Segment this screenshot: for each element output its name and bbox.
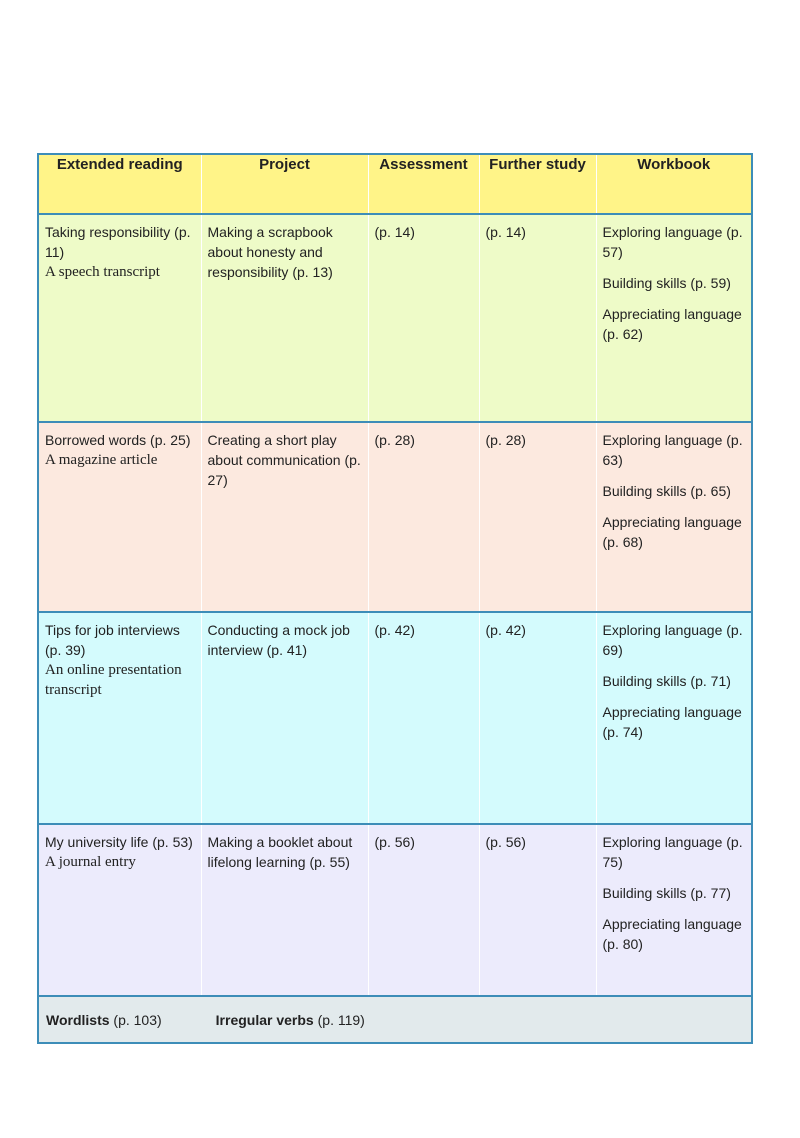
table-row: [38, 214, 752, 422]
assessment-cell: (p. 42): [368, 612, 479, 824]
assessment-cell: (p. 28): [368, 422, 479, 612]
extended-reading-cell: [38, 214, 201, 422]
extended-reading-cell: [38, 422, 201, 612]
further-study-cell: (p. 56): [479, 824, 596, 996]
workbook-item: Exploring language (p. 69): [602, 622, 743, 658]
reading-title: Tips for job interviews (p. 39): [45, 622, 180, 658]
wordlists-label: Wordlists: [46, 1011, 110, 1028]
table-row: [38, 422, 752, 612]
header-project: Project: [201, 154, 368, 214]
irregular-verbs-label: Irregular verbs: [215, 1011, 314, 1028]
workbook-item: Exploring language (p. 63): [602, 432, 743, 468]
workbook-item: Building skills (p. 77): [602, 885, 731, 901]
assessment-cell: (p. 56): [368, 824, 479, 996]
project-cell: Creating a short play about communication (p. 27): [201, 422, 368, 612]
workbook-item: Building skills (p. 59): [602, 275, 731, 291]
irregular-verbs-entry: [216, 1010, 365, 1030]
contents-table: [37, 153, 753, 1044]
extended-reading-cell: [38, 612, 201, 824]
further-study-cell: (p. 14): [479, 214, 596, 422]
workbook-item: Appreciating language (p. 80): [602, 916, 742, 952]
further-study-cell: (p. 42): [479, 612, 596, 824]
header-assessment: Assessment: [368, 154, 479, 214]
table-row: [38, 824, 752, 996]
workbook-item: Appreciating language (p. 62): [602, 306, 742, 342]
workbook-cell: [596, 214, 752, 422]
workbook-item: Appreciating language (p. 68): [602, 514, 742, 550]
reading-title: Taking responsibility (p. 11): [45, 224, 191, 260]
extended-reading-cell: [38, 824, 201, 996]
workbook-item: Building skills (p. 71): [602, 673, 731, 689]
workbook-item: Exploring language (p. 75): [602, 834, 743, 870]
wordlists-page: (p. 103): [113, 1011, 162, 1028]
reading-genre: A speech transcript: [45, 264, 160, 280]
table-row: [38, 612, 752, 824]
workbook-item: Appreciating language (p. 74): [602, 704, 742, 740]
reading-genre: An online presentation transcript: [45, 662, 182, 698]
reading-genre: A magazine article: [45, 452, 158, 468]
assessment-cell: (p. 14): [368, 214, 479, 422]
header-row: [38, 154, 752, 214]
reading-title: My university life (p. 53): [45, 834, 193, 850]
reading-genre: A journal entry: [45, 854, 136, 870]
footer-row: [38, 996, 752, 1043]
reading-title: Borrowed words (p. 25): [45, 432, 191, 448]
workbook-cell: [596, 422, 752, 612]
workbook-item: Building skills (p. 65): [602, 483, 731, 499]
irregular-verbs-page: (p. 119): [317, 1011, 365, 1028]
project-cell: Making a scrapbook about honesty and responsibility (p. 13): [201, 214, 368, 422]
workbook-cell: [596, 612, 752, 824]
header-workbook: Workbook: [596, 154, 752, 214]
header-further-study: Further study: [479, 154, 596, 214]
header-extended-reading: Extended reading: [38, 154, 201, 214]
workbook-item: Exploring language (p. 57): [602, 224, 743, 260]
further-study-cell: (p. 28): [479, 422, 596, 612]
workbook-cell: [596, 824, 752, 996]
footer-cell: [38, 996, 752, 1043]
wordlists-entry: [46, 1010, 162, 1030]
project-cell: Conducting a mock job interview (p. 41): [201, 612, 368, 824]
project-cell: Making a booklet about lifelong learning (p. 55): [201, 824, 368, 996]
